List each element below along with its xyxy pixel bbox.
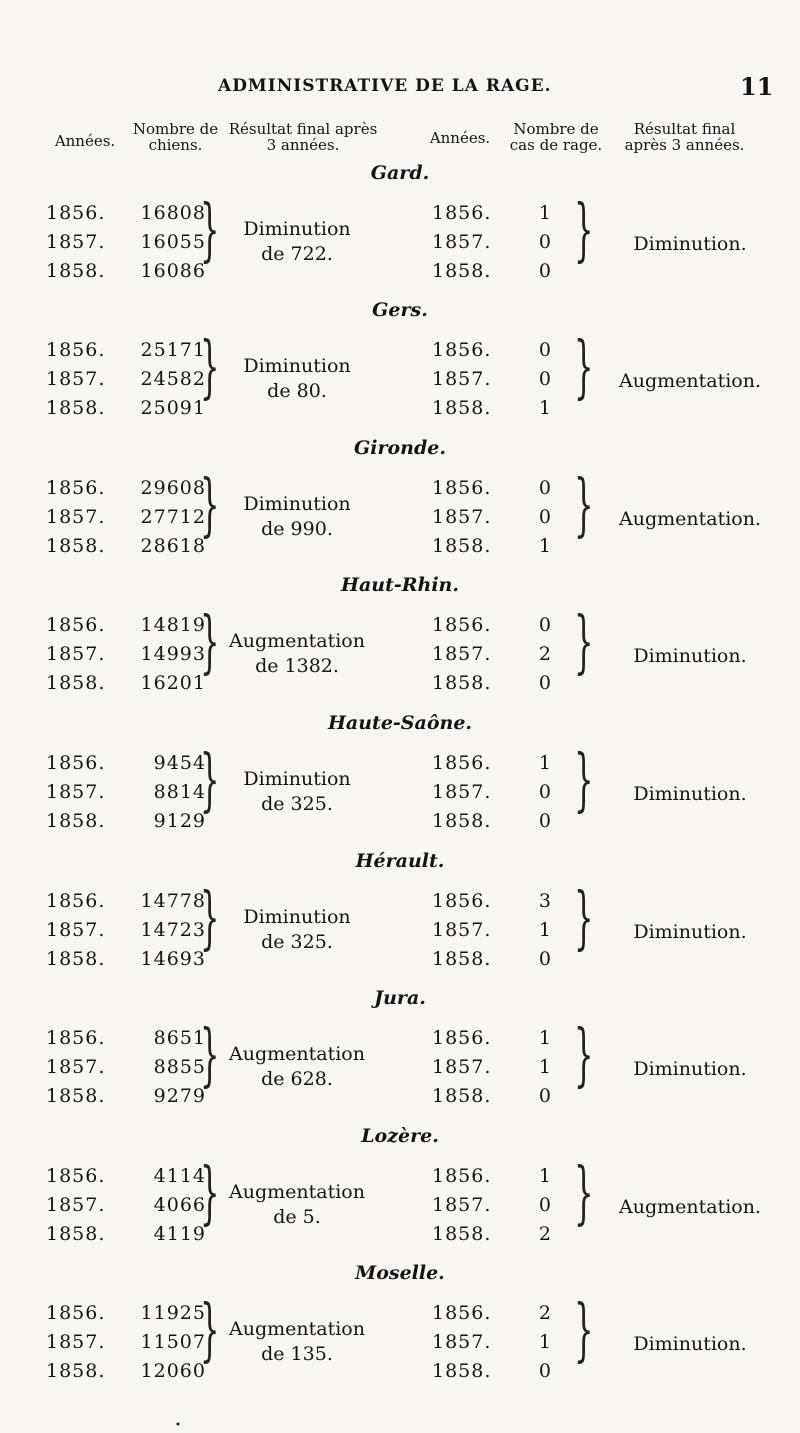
rabies-row	[432, 614, 552, 636]
year-cell: 1857.	[46, 781, 106, 803]
department-name: Lozère.	[361, 1125, 439, 1147]
rabies-row	[432, 672, 552, 694]
year-cell: 1856.	[46, 752, 106, 774]
rabies-count-cell: 2	[538, 643, 552, 665]
rabies-row	[432, 752, 552, 774]
rabies-row	[432, 1360, 552, 1382]
year-cell: 1856.	[432, 1027, 492, 1049]
left-brace: }	[200, 879, 220, 958]
department-name: Haute-Saône.	[327, 712, 473, 734]
rabies-count-cell: 0	[538, 368, 552, 390]
year-cell: 1857.	[46, 506, 106, 528]
dogs-row	[46, 477, 206, 499]
rabies-row	[432, 368, 552, 390]
dog-count-cell: 11925	[140, 1302, 206, 1324]
rabies-count-cell: 2	[538, 1223, 552, 1245]
department-name: Moselle.	[355, 1262, 445, 1284]
dogs-result-line: Diminution	[243, 768, 351, 790]
year-cell: 1857.	[432, 1194, 492, 1216]
year-cell: 1857.	[432, 1056, 492, 1078]
year-cell: 1856.	[46, 339, 106, 361]
dog-count-cell: 8855	[153, 1056, 206, 1078]
dog-count-cell: 4066	[153, 1194, 206, 1216]
dog-count-cell: 16055	[140, 231, 206, 253]
year-cell: 1858.	[46, 1360, 106, 1382]
year-cell: 1858.	[46, 948, 106, 970]
year-cell: 1858.	[432, 1360, 492, 1382]
left-brace: }	[200, 603, 220, 682]
rabies-row	[432, 1223, 552, 1245]
year-cell: 1856.	[46, 614, 106, 636]
dog-count-cell: 25171	[140, 339, 206, 361]
rabies-row	[432, 1027, 552, 1049]
year-cell: 1857.	[432, 781, 492, 803]
left-brace: }	[200, 466, 220, 545]
dog-count-cell: 9454	[153, 752, 206, 774]
dogs-result-line: Diminution	[243, 493, 351, 515]
dog-count-cell: 25091	[140, 397, 206, 419]
dogs-result-line: de 722.	[261, 243, 333, 265]
department-name: Gironde.	[354, 437, 446, 459]
year-cell: 1856.	[46, 1165, 106, 1187]
rabies-row	[432, 890, 552, 912]
rabies-count-cell: 1	[538, 1027, 552, 1049]
rabies-row	[432, 397, 552, 419]
dogs-row	[46, 1194, 206, 1216]
page-mark: •	[175, 1420, 181, 1431]
right-brace: }	[574, 741, 594, 820]
rabies-count-cell: 0	[538, 339, 552, 361]
dogs-row	[46, 1331, 206, 1353]
dog-count-cell: 4119	[153, 1223, 206, 1245]
year-cell: 1857.	[46, 231, 106, 253]
dogs-row	[46, 1302, 206, 1324]
rabies-count-cell: 2	[538, 1302, 552, 1324]
year-cell: 1857.	[432, 231, 492, 253]
dog-count-cell: 8814	[153, 781, 206, 803]
department-name: Jura.	[374, 987, 426, 1009]
column-header-years-right: Années.	[429, 129, 491, 147]
rabies-row	[432, 919, 552, 941]
rabies-count-cell: 0	[538, 477, 552, 499]
dogs-result	[212, 1042, 382, 1092]
department-section	[0, 1125, 800, 1261]
dogs-row	[46, 781, 206, 803]
year-cell: 1856.	[432, 890, 492, 912]
department-section	[0, 162, 800, 298]
dogs-result-line: Augmentation	[229, 1318, 365, 1340]
rabies-result: Diminution.	[633, 645, 747, 667]
year-cell: 1858.	[46, 397, 106, 419]
rabies-row	[432, 948, 552, 970]
year-cell: 1857.	[46, 1056, 106, 1078]
dogs-row	[46, 1056, 206, 1078]
rabies-row	[432, 477, 552, 499]
rabies-row	[432, 781, 552, 803]
dog-count-cell: 29608	[140, 477, 206, 499]
year-cell: 1857.	[46, 643, 106, 665]
page-number: 11	[740, 72, 774, 101]
dogs-row	[46, 202, 206, 224]
year-cell: 1858.	[432, 1223, 492, 1245]
year-cell: 1858.	[46, 810, 106, 832]
dogs-result-line: de 990.	[261, 518, 333, 540]
dogs-result-line: de 1382.	[255, 655, 339, 677]
rabies-count-cell: 0	[538, 1194, 552, 1216]
dogs-row	[46, 535, 206, 557]
dog-count-cell: 14819	[140, 614, 206, 636]
dog-count-cell: 9279	[153, 1085, 206, 1107]
year-cell: 1856.	[432, 1302, 492, 1324]
dog-count-cell: 8651	[153, 1027, 206, 1049]
left-brace: }	[200, 1154, 220, 1233]
rabies-count-cell: 0	[538, 231, 552, 253]
year-cell: 1858.	[432, 1085, 492, 1107]
department-name: Gard.	[370, 162, 430, 184]
year-cell: 1856.	[432, 614, 492, 636]
year-cell: 1856.	[46, 1027, 106, 1049]
rabies-row	[432, 260, 552, 282]
dogs-row	[46, 1165, 206, 1187]
year-cell: 1856.	[432, 477, 492, 499]
dogs-row	[46, 1027, 206, 1049]
dogs-row	[46, 231, 206, 253]
rabies-result: Augmentation.	[618, 370, 761, 392]
left-brace: }	[200, 741, 220, 820]
dog-count-cell: 14778	[140, 890, 206, 912]
dogs-result-line: de 325.	[261, 793, 333, 815]
year-cell: 1857.	[432, 1331, 492, 1353]
rabies-row	[432, 1056, 552, 1078]
dog-count-cell: 16808	[140, 202, 206, 224]
year-cell: 1857.	[46, 919, 106, 941]
rabies-count-cell: 0	[538, 614, 552, 636]
dog-count-cell: 4114	[153, 1165, 206, 1187]
year-cell: 1856.	[432, 752, 492, 774]
dogs-row	[46, 614, 206, 636]
dog-count-cell: 11507	[140, 1331, 206, 1353]
dogs-row	[46, 506, 206, 528]
dogs-result-line: Augmentation	[229, 1181, 365, 1203]
rabies-count-cell: 0	[538, 1360, 552, 1382]
dogs-result-line: de 628.	[261, 1068, 333, 1090]
right-brace: }	[574, 466, 594, 545]
rabies-count-cell: 1	[538, 1331, 552, 1353]
rabies-row	[432, 231, 552, 253]
dogs-row	[46, 368, 206, 390]
year-cell: 1856.	[46, 890, 106, 912]
dogs-result	[212, 1317, 382, 1367]
rabies-count-cell: 1	[538, 202, 552, 224]
dogs-row	[46, 339, 206, 361]
right-brace: }	[574, 328, 594, 407]
year-cell: 1858.	[46, 260, 106, 282]
rabies-row	[432, 1302, 552, 1324]
dogs-row	[46, 397, 206, 419]
rabies-count-cell: 1	[538, 1056, 552, 1078]
dog-count-cell: 14723	[140, 919, 206, 941]
department-name: Hérault.	[355, 850, 445, 872]
rabies-result: Diminution.	[633, 233, 747, 255]
running-title: ADMINISTRATIVE DE LA RAGE.	[218, 76, 552, 96]
column-header-result-right: Résultat final après 3 années.	[624, 120, 745, 154]
rabies-row	[432, 643, 552, 665]
column-header-years-left: Années.	[54, 132, 116, 150]
left-brace: }	[200, 1291, 220, 1370]
right-brace: }	[574, 1291, 594, 1370]
year-cell: 1858.	[432, 260, 492, 282]
department-name: Haut-Rhin.	[341, 574, 459, 596]
dogs-result-line: de 80.	[267, 380, 327, 402]
rabies-count-cell: 0	[538, 1085, 552, 1107]
rabies-row	[432, 506, 552, 528]
year-cell: 1858.	[432, 948, 492, 970]
dog-count-cell: 27712	[140, 506, 206, 528]
dogs-row	[46, 260, 206, 282]
rabies-count-cell: 0	[538, 260, 552, 282]
year-cell: 1857.	[432, 919, 492, 941]
rabies-row	[432, 1085, 552, 1107]
right-brace: }	[574, 603, 594, 682]
department-section	[0, 574, 800, 710]
dogs-result-line: Diminution	[243, 355, 351, 377]
rabies-count-cell: 0	[538, 810, 552, 832]
dogs-row	[46, 948, 206, 970]
left-brace: }	[200, 328, 220, 407]
column-header-rabies: Nombre de cas de rage.	[509, 120, 603, 154]
year-cell: 1858.	[432, 397, 492, 419]
rabies-count-cell: 0	[538, 506, 552, 528]
year-cell: 1856.	[432, 339, 492, 361]
year-cell: 1857.	[432, 506, 492, 528]
dogs-result-line: Diminution	[243, 906, 351, 928]
rabies-row	[432, 202, 552, 224]
rabies-count-cell: 0	[538, 948, 552, 970]
year-cell: 1856.	[46, 477, 106, 499]
dogs-result-line: Augmentation	[229, 1043, 365, 1065]
dogs-result	[212, 1180, 382, 1230]
right-brace: }	[574, 879, 594, 958]
year-cell: 1857.	[46, 1331, 106, 1353]
rabies-result: Augmentation.	[618, 508, 761, 530]
dogs-result	[212, 767, 382, 817]
dog-count-cell: 14693	[140, 948, 206, 970]
year-cell: 1858.	[46, 672, 106, 694]
dogs-result	[212, 354, 382, 404]
year-cell: 1858.	[432, 672, 492, 694]
dogs-result	[212, 492, 382, 542]
rabies-result: Augmentation.	[618, 1196, 761, 1218]
right-brace: }	[574, 1154, 594, 1233]
dog-count-cell: 16201	[140, 672, 206, 694]
year-cell: 1858.	[46, 1085, 106, 1107]
left-brace: }	[200, 191, 220, 270]
right-brace: }	[574, 1016, 594, 1095]
dogs-row	[46, 1360, 206, 1382]
rabies-count-cell: 1	[538, 397, 552, 419]
year-cell: 1856.	[432, 202, 492, 224]
left-brace: }	[200, 1016, 220, 1095]
department-section	[0, 299, 800, 435]
dogs-result-line: de 135.	[261, 1343, 333, 1365]
rabies-row	[432, 1165, 552, 1187]
department-section	[0, 437, 800, 573]
year-cell: 1856.	[46, 1302, 106, 1324]
rabies-count-cell: 1	[538, 752, 552, 774]
year-cell: 1857.	[46, 368, 106, 390]
dogs-result	[212, 217, 382, 267]
year-cell: 1858.	[46, 535, 106, 557]
rabies-count-cell: 3	[538, 890, 552, 912]
department-section	[0, 1262, 800, 1398]
year-cell: 1856.	[432, 1165, 492, 1187]
rabies-count-cell: 0	[538, 672, 552, 694]
department-section	[0, 850, 800, 986]
dogs-result-line: Augmentation	[229, 630, 365, 652]
year-cell: 1858.	[46, 1223, 106, 1245]
year-cell: 1857.	[432, 643, 492, 665]
dogs-result	[212, 905, 382, 955]
department-name: Gers.	[372, 299, 428, 321]
department-section	[0, 712, 800, 848]
year-cell: 1857.	[46, 1194, 106, 1216]
year-cell: 1858.	[432, 535, 492, 557]
year-cell: 1856.	[46, 202, 106, 224]
rabies-count-cell: 1	[538, 535, 552, 557]
rabies-count-cell: 1	[538, 1165, 552, 1187]
column-header-dogs: Nombre de chiens.	[132, 120, 219, 154]
rabies-row	[432, 535, 552, 557]
dogs-result-line: Diminution	[243, 218, 351, 240]
dogs-row	[46, 1223, 206, 1245]
dog-count-cell: 9129	[153, 810, 206, 832]
rabies-row	[432, 1331, 552, 1353]
dogs-row	[46, 643, 206, 665]
dogs-result-line: de 325.	[261, 931, 333, 953]
dog-count-cell: 12060	[140, 1360, 206, 1382]
rabies-result: Diminution.	[633, 1333, 747, 1355]
rabies-count-cell: 0	[538, 781, 552, 803]
rabies-row	[432, 1194, 552, 1216]
dogs-row	[46, 1085, 206, 1107]
rabies-result: Diminution.	[633, 921, 747, 943]
dog-count-cell: 14993	[140, 643, 206, 665]
dogs-result	[212, 629, 382, 679]
rabies-row	[432, 810, 552, 832]
rabies-result: Diminution.	[633, 1058, 747, 1080]
dog-count-cell: 28618	[140, 535, 206, 557]
page-header	[0, 72, 800, 106]
rabies-count-cell: 1	[538, 919, 552, 941]
dogs-row	[46, 752, 206, 774]
year-cell: 1857.	[432, 368, 492, 390]
column-header-result-left: Résultat final après 3 années.	[228, 120, 378, 154]
dogs-row	[46, 890, 206, 912]
rabies-result: Diminution.	[633, 783, 747, 805]
dogs-row	[46, 810, 206, 832]
dog-count-cell: 16086	[140, 260, 206, 282]
dogs-row	[46, 919, 206, 941]
dog-count-cell: 24582	[140, 368, 206, 390]
right-brace: }	[574, 191, 594, 270]
year-cell: 1858.	[432, 810, 492, 832]
department-section	[0, 987, 800, 1123]
dogs-result-line: de 5.	[273, 1206, 321, 1228]
dogs-row	[46, 672, 206, 694]
rabies-row	[432, 339, 552, 361]
